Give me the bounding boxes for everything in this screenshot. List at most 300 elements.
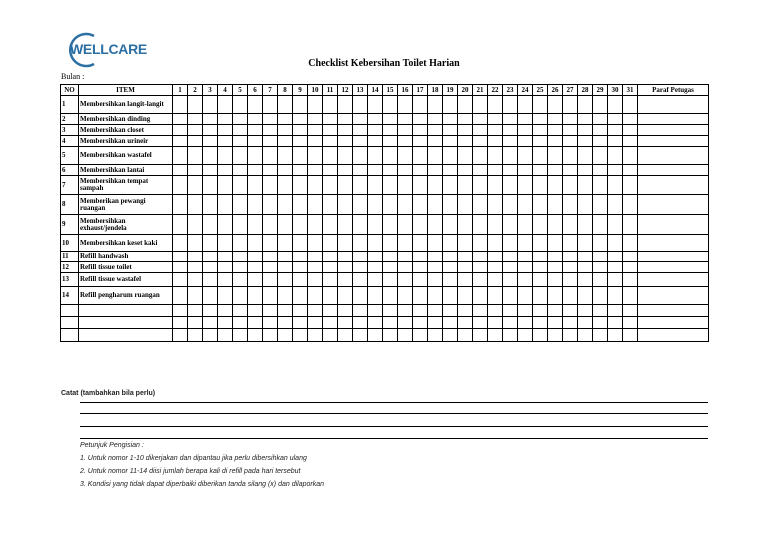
day-cell[interactable] (428, 136, 443, 147)
day-cell[interactable] (593, 317, 608, 329)
day-cell[interactable] (383, 235, 398, 252)
day-cell[interactable] (458, 305, 473, 317)
day-cell[interactable] (458, 273, 473, 287)
day-cell[interactable] (473, 136, 488, 147)
day-cell[interactable] (353, 195, 368, 215)
paraf-cell[interactable] (638, 176, 709, 195)
day-cell[interactable] (263, 262, 278, 273)
day-cell[interactable] (173, 215, 188, 235)
day-cell[interactable] (308, 329, 323, 342)
day-cell[interactable] (368, 125, 383, 136)
day-cell[interactable] (548, 125, 563, 136)
day-cell[interactable] (398, 287, 413, 305)
day-cell[interactable] (248, 235, 263, 252)
day-cell[interactable] (503, 195, 518, 215)
day-cell[interactable] (428, 147, 443, 165)
day-cell[interactable] (173, 262, 188, 273)
day-cell[interactable] (473, 329, 488, 342)
day-cell[interactable] (338, 215, 353, 235)
day-cell[interactable] (173, 235, 188, 252)
day-cell[interactable] (278, 235, 293, 252)
day-cell[interactable] (563, 176, 578, 195)
day-cell[interactable] (428, 176, 443, 195)
day-cell[interactable] (233, 329, 248, 342)
day-cell[interactable] (398, 262, 413, 273)
notes-line[interactable] (80, 413, 708, 414)
day-cell[interactable] (533, 329, 548, 342)
day-cell[interactable] (188, 317, 203, 329)
day-cell[interactable] (608, 195, 623, 215)
day-cell[interactable] (203, 273, 218, 287)
day-cell[interactable] (383, 317, 398, 329)
day-cell[interactable] (443, 252, 458, 262)
day-cell[interactable] (383, 96, 398, 114)
day-cell[interactable] (548, 96, 563, 114)
day-cell[interactable] (533, 252, 548, 262)
day-cell[interactable] (233, 114, 248, 125)
day-cell[interactable] (203, 235, 218, 252)
day-cell[interactable] (428, 329, 443, 342)
day-cell[interactable] (563, 262, 578, 273)
day-cell[interactable] (548, 262, 563, 273)
day-cell[interactable] (443, 305, 458, 317)
day-cell[interactable] (338, 195, 353, 215)
day-cell[interactable] (563, 273, 578, 287)
day-cell[interactable] (308, 96, 323, 114)
day-cell[interactable] (608, 125, 623, 136)
day-cell[interactable] (368, 252, 383, 262)
day-cell[interactable] (608, 262, 623, 273)
day-cell[interactable] (518, 147, 533, 165)
day-cell[interactable] (323, 147, 338, 165)
day-cell[interactable] (203, 136, 218, 147)
day-cell[interactable] (533, 195, 548, 215)
day-cell[interactable] (593, 125, 608, 136)
day-cell[interactable] (608, 305, 623, 317)
day-cell[interactable] (548, 136, 563, 147)
day-cell[interactable] (233, 235, 248, 252)
day-cell[interactable] (188, 235, 203, 252)
day-cell[interactable] (233, 252, 248, 262)
day-cell[interactable] (488, 287, 503, 305)
day-cell[interactable] (308, 147, 323, 165)
day-cell[interactable] (248, 176, 263, 195)
day-cell[interactable] (608, 165, 623, 176)
day-cell[interactable] (518, 305, 533, 317)
day-cell[interactable] (218, 262, 233, 273)
day-cell[interactable] (488, 329, 503, 342)
day-cell[interactable] (368, 176, 383, 195)
day-cell[interactable] (398, 96, 413, 114)
day-cell[interactable] (608, 114, 623, 125)
day-cell[interactable] (563, 195, 578, 215)
day-cell[interactable] (623, 176, 638, 195)
day-cell[interactable] (263, 114, 278, 125)
day-cell[interactable] (188, 329, 203, 342)
day-cell[interactable] (233, 136, 248, 147)
day-cell[interactable] (353, 96, 368, 114)
day-cell[interactable] (623, 273, 638, 287)
day-cell[interactable] (428, 273, 443, 287)
day-cell[interactable] (308, 252, 323, 262)
day-cell[interactable] (293, 147, 308, 165)
notes-line[interactable] (80, 426, 708, 427)
day-cell[interactable] (218, 252, 233, 262)
day-cell[interactable] (353, 165, 368, 176)
day-cell[interactable] (503, 317, 518, 329)
day-cell[interactable] (173, 176, 188, 195)
day-cell[interactable] (608, 329, 623, 342)
day-cell[interactable] (203, 262, 218, 273)
day-cell[interactable] (623, 317, 638, 329)
day-cell[interactable] (218, 96, 233, 114)
day-cell[interactable] (518, 329, 533, 342)
day-cell[interactable] (593, 165, 608, 176)
day-cell[interactable] (218, 176, 233, 195)
day-cell[interactable] (398, 147, 413, 165)
day-cell[interactable] (188, 136, 203, 147)
paraf-cell[interactable] (638, 252, 709, 262)
day-cell[interactable] (593, 114, 608, 125)
day-cell[interactable] (593, 176, 608, 195)
day-cell[interactable] (533, 147, 548, 165)
day-cell[interactable] (458, 262, 473, 273)
day-cell[interactable] (383, 273, 398, 287)
day-cell[interactable] (578, 215, 593, 235)
day-cell[interactable] (308, 305, 323, 317)
day-cell[interactable] (278, 195, 293, 215)
day-cell[interactable] (443, 165, 458, 176)
day-cell[interactable] (623, 287, 638, 305)
day-cell[interactable] (413, 273, 428, 287)
day-cell[interactable] (293, 287, 308, 305)
day-cell[interactable] (518, 252, 533, 262)
day-cell[interactable] (413, 262, 428, 273)
day-cell[interactable] (398, 165, 413, 176)
day-cell[interactable] (473, 147, 488, 165)
notes-line[interactable] (80, 438, 708, 439)
day-cell[interactable] (548, 287, 563, 305)
day-cell[interactable] (488, 136, 503, 147)
day-cell[interactable] (473, 125, 488, 136)
day-cell[interactable] (263, 96, 278, 114)
day-cell[interactable] (503, 215, 518, 235)
day-cell[interactable] (263, 195, 278, 215)
day-cell[interactable] (593, 96, 608, 114)
day-cell[interactable] (203, 329, 218, 342)
day-cell[interactable] (308, 114, 323, 125)
day-cell[interactable] (473, 96, 488, 114)
day-cell[interactable] (593, 235, 608, 252)
day-cell[interactable] (173, 114, 188, 125)
day-cell[interactable] (248, 125, 263, 136)
day-cell[interactable] (578, 262, 593, 273)
day-cell[interactable] (563, 136, 578, 147)
day-cell[interactable] (218, 235, 233, 252)
day-cell[interactable] (533, 125, 548, 136)
day-cell[interactable] (548, 147, 563, 165)
day-cell[interactable] (173, 287, 188, 305)
day-cell[interactable] (473, 176, 488, 195)
day-cell[interactable] (428, 195, 443, 215)
day-cell[interactable] (623, 262, 638, 273)
day-cell[interactable] (578, 147, 593, 165)
day-cell[interactable] (368, 235, 383, 252)
day-cell[interactable] (263, 215, 278, 235)
day-cell[interactable] (248, 305, 263, 317)
day-cell[interactable] (533, 176, 548, 195)
day-cell[interactable] (278, 176, 293, 195)
day-cell[interactable] (323, 165, 338, 176)
day-cell[interactable] (623, 235, 638, 252)
day-cell[interactable] (398, 329, 413, 342)
day-cell[interactable] (563, 114, 578, 125)
day-cell[interactable] (188, 195, 203, 215)
day-cell[interactable] (233, 262, 248, 273)
day-cell[interactable] (353, 114, 368, 125)
day-cell[interactable] (548, 273, 563, 287)
day-cell[interactable] (398, 252, 413, 262)
day-cell[interactable] (518, 235, 533, 252)
day-cell[interactable] (308, 165, 323, 176)
day-cell[interactable] (173, 96, 188, 114)
day-cell[interactable] (413, 329, 428, 342)
day-cell[interactable] (578, 252, 593, 262)
day-cell[interactable] (248, 195, 263, 215)
day-cell[interactable] (338, 262, 353, 273)
day-cell[interactable] (503, 262, 518, 273)
day-cell[interactable] (488, 114, 503, 125)
day-cell[interactable] (473, 262, 488, 273)
day-cell[interactable] (218, 114, 233, 125)
day-cell[interactable] (293, 252, 308, 262)
day-cell[interactable] (473, 273, 488, 287)
day-cell[interactable] (188, 165, 203, 176)
day-cell[interactable] (578, 273, 593, 287)
day-cell[interactable] (533, 235, 548, 252)
day-cell[interactable] (473, 114, 488, 125)
day-cell[interactable] (323, 195, 338, 215)
day-cell[interactable] (263, 176, 278, 195)
day-cell[interactable] (443, 262, 458, 273)
day-cell[interactable] (323, 176, 338, 195)
day-cell[interactable] (398, 273, 413, 287)
day-cell[interactable] (413, 147, 428, 165)
day-cell[interactable] (398, 114, 413, 125)
day-cell[interactable] (293, 317, 308, 329)
day-cell[interactable] (533, 114, 548, 125)
day-cell[interactable] (293, 195, 308, 215)
day-cell[interactable] (398, 195, 413, 215)
day-cell[interactable] (548, 215, 563, 235)
day-cell[interactable] (473, 235, 488, 252)
day-cell[interactable] (443, 215, 458, 235)
day-cell[interactable] (623, 136, 638, 147)
day-cell[interactable] (608, 215, 623, 235)
day-cell[interactable] (248, 136, 263, 147)
day-cell[interactable] (293, 262, 308, 273)
day-cell[interactable] (488, 147, 503, 165)
day-cell[interactable] (413, 136, 428, 147)
day-cell[interactable] (518, 287, 533, 305)
day-cell[interactable] (173, 329, 188, 342)
day-cell[interactable] (263, 305, 278, 317)
day-cell[interactable] (443, 195, 458, 215)
paraf-cell[interactable] (638, 262, 709, 273)
paraf-cell[interactable] (638, 317, 709, 329)
day-cell[interactable] (173, 136, 188, 147)
day-cell[interactable] (278, 125, 293, 136)
day-cell[interactable] (413, 125, 428, 136)
day-cell[interactable] (308, 273, 323, 287)
day-cell[interactable] (263, 235, 278, 252)
day-cell[interactable] (203, 252, 218, 262)
day-cell[interactable] (278, 147, 293, 165)
day-cell[interactable] (203, 317, 218, 329)
day-cell[interactable] (518, 96, 533, 114)
day-cell[interactable] (398, 235, 413, 252)
day-cell[interactable] (563, 96, 578, 114)
day-cell[interactable] (278, 114, 293, 125)
day-cell[interactable] (518, 317, 533, 329)
day-cell[interactable] (623, 215, 638, 235)
day-cell[interactable] (308, 176, 323, 195)
day-cell[interactable] (368, 195, 383, 215)
day-cell[interactable] (518, 114, 533, 125)
day-cell[interactable] (458, 96, 473, 114)
day-cell[interactable] (233, 195, 248, 215)
day-cell[interactable] (218, 215, 233, 235)
day-cell[interactable] (188, 96, 203, 114)
day-cell[interactable] (398, 317, 413, 329)
day-cell[interactable] (563, 305, 578, 317)
paraf-cell[interactable] (638, 287, 709, 305)
day-cell[interactable] (593, 147, 608, 165)
day-cell[interactable] (488, 317, 503, 329)
day-cell[interactable] (578, 305, 593, 317)
day-cell[interactable] (413, 165, 428, 176)
day-cell[interactable] (368, 305, 383, 317)
day-cell[interactable] (278, 136, 293, 147)
day-cell[interactable] (593, 195, 608, 215)
day-cell[interactable] (278, 273, 293, 287)
day-cell[interactable] (608, 235, 623, 252)
day-cell[interactable] (383, 195, 398, 215)
day-cell[interactable] (353, 273, 368, 287)
day-cell[interactable] (383, 147, 398, 165)
day-cell[interactable] (293, 305, 308, 317)
day-cell[interactable] (338, 305, 353, 317)
day-cell[interactable] (533, 317, 548, 329)
day-cell[interactable] (428, 96, 443, 114)
day-cell[interactable] (413, 252, 428, 262)
day-cell[interactable] (368, 273, 383, 287)
day-cell[interactable] (608, 176, 623, 195)
day-cell[interactable] (263, 165, 278, 176)
day-cell[interactable] (518, 262, 533, 273)
day-cell[interactable] (248, 329, 263, 342)
day-cell[interactable] (548, 329, 563, 342)
day-cell[interactable] (278, 215, 293, 235)
day-cell[interactable] (608, 317, 623, 329)
day-cell[interactable] (443, 287, 458, 305)
day-cell[interactable] (383, 125, 398, 136)
day-cell[interactable] (593, 136, 608, 147)
day-cell[interactable] (533, 305, 548, 317)
day-cell[interactable] (353, 252, 368, 262)
day-cell[interactable] (323, 114, 338, 125)
day-cell[interactable] (488, 96, 503, 114)
day-cell[interactable] (503, 114, 518, 125)
day-cell[interactable] (608, 273, 623, 287)
day-cell[interactable] (203, 165, 218, 176)
day-cell[interactable] (218, 136, 233, 147)
day-cell[interactable] (518, 195, 533, 215)
day-cell[interactable] (563, 125, 578, 136)
day-cell[interactable] (473, 215, 488, 235)
day-cell[interactable] (473, 252, 488, 262)
paraf-cell[interactable] (638, 165, 709, 176)
day-cell[interactable] (413, 114, 428, 125)
day-cell[interactable] (278, 287, 293, 305)
day-cell[interactable] (188, 215, 203, 235)
day-cell[interactable] (578, 165, 593, 176)
day-cell[interactable] (323, 96, 338, 114)
paraf-cell[interactable] (638, 329, 709, 342)
day-cell[interactable] (518, 165, 533, 176)
day-cell[interactable] (308, 136, 323, 147)
day-cell[interactable] (593, 287, 608, 305)
day-cell[interactable] (218, 165, 233, 176)
day-cell[interactable] (293, 96, 308, 114)
day-cell[interactable] (563, 329, 578, 342)
day-cell[interactable] (263, 252, 278, 262)
day-cell[interactable] (203, 195, 218, 215)
day-cell[interactable] (428, 287, 443, 305)
day-cell[interactable] (353, 125, 368, 136)
day-cell[interactable] (563, 147, 578, 165)
day-cell[interactable] (398, 215, 413, 235)
day-cell[interactable] (338, 235, 353, 252)
day-cell[interactable] (383, 136, 398, 147)
day-cell[interactable] (608, 96, 623, 114)
day-cell[interactable] (203, 176, 218, 195)
day-cell[interactable] (323, 273, 338, 287)
paraf-cell[interactable] (638, 114, 709, 125)
day-cell[interactable] (548, 114, 563, 125)
day-cell[interactable] (218, 125, 233, 136)
day-cell[interactable] (338, 136, 353, 147)
day-cell[interactable] (173, 252, 188, 262)
day-cell[interactable] (308, 235, 323, 252)
day-cell[interactable] (218, 147, 233, 165)
day-cell[interactable] (593, 329, 608, 342)
day-cell[interactable] (488, 176, 503, 195)
day-cell[interactable] (548, 305, 563, 317)
day-cell[interactable] (263, 147, 278, 165)
day-cell[interactable] (458, 317, 473, 329)
day-cell[interactable] (368, 329, 383, 342)
day-cell[interactable] (428, 114, 443, 125)
day-cell[interactable] (563, 287, 578, 305)
day-cell[interactable] (518, 176, 533, 195)
day-cell[interactable] (458, 114, 473, 125)
day-cell[interactable] (383, 305, 398, 317)
day-cell[interactable] (563, 165, 578, 176)
day-cell[interactable] (173, 317, 188, 329)
day-cell[interactable] (503, 96, 518, 114)
day-cell[interactable] (458, 147, 473, 165)
